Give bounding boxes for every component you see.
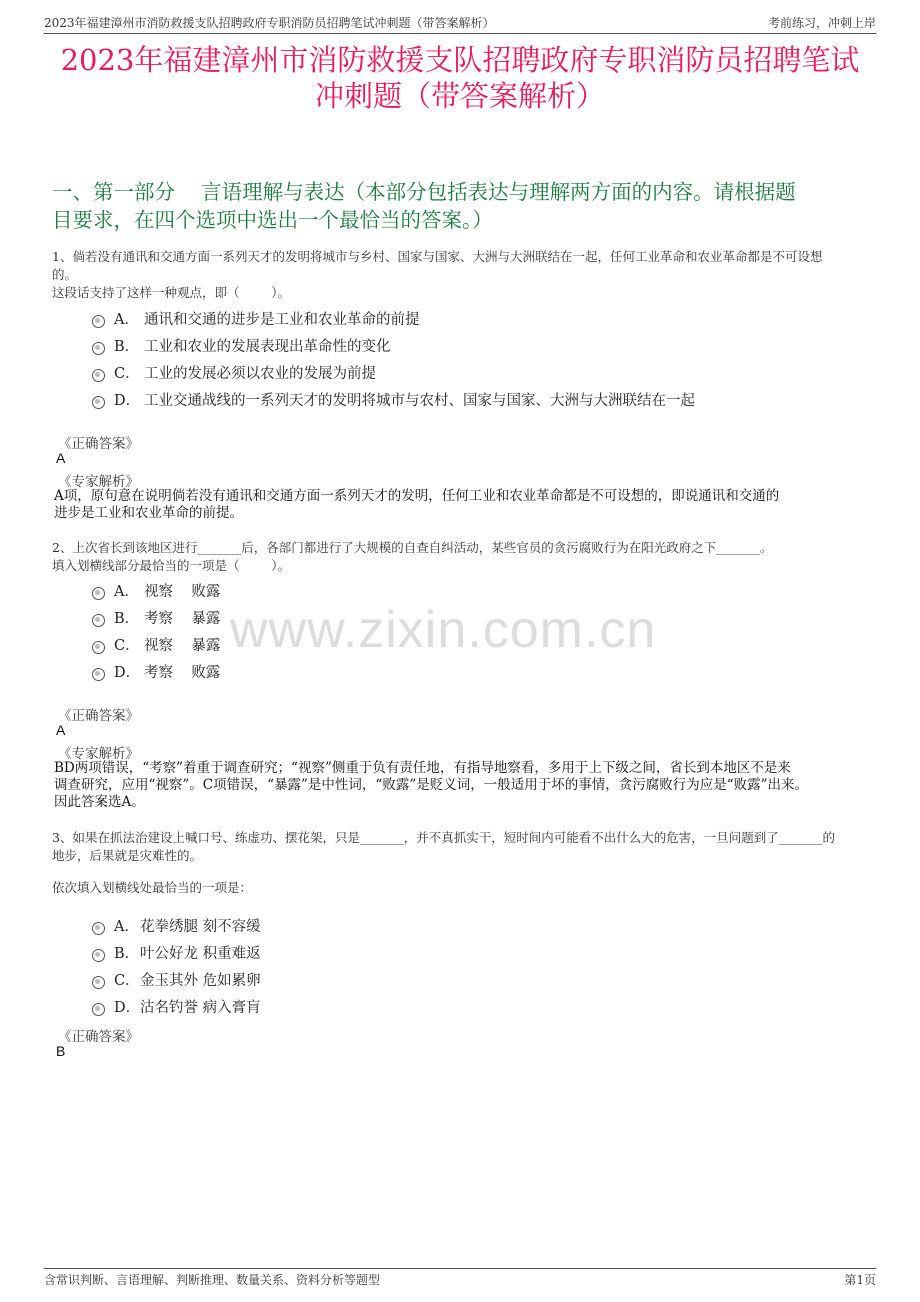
question-1-option-a[interactable] — [92, 307, 420, 329]
section-line-2: 目要求，在四个选项中选出一个最恰当的答案。） — [52, 208, 493, 232]
question-2-text — [52, 539, 870, 575]
question-2-analysis — [54, 760, 864, 811]
header-slogan: 考前练习，冲刺上岸 — [767, 16, 876, 30]
question-1-line-3: 这段话支持了这样一种观点，即（ ）。 — [52, 285, 291, 300]
question-2-answer-label: 《正确答案》 — [58, 708, 139, 724]
option-letter: D． — [114, 664, 141, 681]
question-3-line-3: 依次填入划横线处最恰当的一项是： — [52, 880, 253, 895]
option-letter: A． — [114, 918, 139, 935]
question-2-option-a[interactable] — [92, 579, 220, 601]
question-2-analysis-line-2: 调查研究，应用“视察”。C项错误，“暴露”是中性词，“败露”是贬义词，一般适用于坏的事情，贪污腐败行为应是“败露”出来。 — [54, 777, 809, 793]
question-1-line-2: 的。 — [52, 267, 78, 282]
question-1-analysis-line-1: A项，原句意在说明倘若没有通讯和交通方面一系列天才的发明，任何工业和农业革命都是不可设想的，即说通讯和交通的 — [54, 488, 780, 504]
question-3-option-d[interactable] — [92, 995, 261, 1017]
question-2-option-c[interactable] — [92, 633, 220, 655]
option-letter: D． — [114, 999, 141, 1016]
page-title — [44, 42, 876, 114]
radio-icon[interactable] — [92, 396, 105, 409]
question-1-analysis-label: 《专家解析》 — [58, 474, 139, 490]
question-2-option-b[interactable] — [92, 606, 220, 628]
radio-icon[interactable] — [92, 342, 105, 355]
radio-icon[interactable] — [92, 1003, 105, 1016]
question-3-answer: B — [56, 1043, 66, 1059]
radio-icon[interactable] — [92, 614, 105, 627]
option-text: 视察 暴露 — [144, 637, 221, 654]
option-letter: C． — [114, 972, 140, 989]
section-heading — [52, 178, 864, 234]
footer-note: 含常识判断、言语理解、判断推理、数量关系、资料分析等题型 — [44, 1273, 381, 1287]
footer-rule — [44, 1268, 876, 1269]
question-2-option-d[interactable] — [92, 660, 220, 682]
question-2-answer: A — [56, 722, 66, 738]
radio-icon[interactable] — [92, 587, 105, 600]
option-text: 通讯和交通的进步是工业和农业革命的前提 — [144, 311, 420, 328]
option-letter: C． — [114, 637, 140, 654]
question-1-analysis — [54, 488, 864, 522]
question-1-option-b[interactable] — [92, 334, 391, 356]
question-1-option-d[interactable] — [92, 388, 695, 410]
section-line-1: 一、第一部分 言语理解与表达（本部分包括表达与理解两方面的内容。请根据题 — [52, 180, 796, 204]
question-3-line-1: 3、如果在抓法治建设上喊口号、练虚功、摆花架，只是_______，并不真抓实干，短时间内可能看不出什么大的危害，一旦问题到了_______的 — [52, 830, 835, 845]
radio-icon[interactable] — [92, 976, 105, 989]
option-text: 考察 败露 — [144, 664, 221, 681]
option-letter: C． — [114, 365, 140, 382]
watermark: www.zixin.com.cn — [230, 601, 657, 659]
option-letter: D． — [114, 392, 141, 409]
radio-icon[interactable] — [92, 315, 105, 328]
option-text: 工业和农业的发展表现出革命性的变化 — [144, 338, 391, 355]
question-1-line-1: 1、倘若没有通讯和交通方面一系列天才的发明将城市与乡村、国家与国家、大洲与大洲联结在一起，任何工业革命和农业革命都是不可设想 — [52, 249, 823, 264]
question-1-option-c[interactable] — [92, 361, 376, 383]
option-letter: B． — [114, 610, 140, 627]
header-doc-title: 2023年福建漳州市消防救援支队招聘政府专职消防员招聘笔试冲刺题（带答案解析） — [44, 16, 495, 30]
option-text: 花拳绣腿 刻不容缓 — [140, 918, 261, 935]
title-line-1: 2023年福建漳州市消防救援支队招聘政府专职消防员招聘笔试 — [60, 43, 860, 77]
question-2-line-1: 2、上次省长到该地区进行_______后，各部门都进行了大规模的自查自纠活动，某些官员的贪污腐败行为在阳光政府之下_______。 — [52, 540, 773, 555]
option-text: 金玉其外 危如累卵 — [140, 972, 261, 989]
option-text: 工业的发展必须以农业的发展为前提 — [144, 365, 376, 382]
radio-icon[interactable] — [92, 668, 105, 681]
question-1-analysis-line-2: 进步是工业和农业革命的前提。 — [54, 505, 243, 521]
page-footer — [44, 1262, 876, 1292]
option-text: 考察 暴露 — [144, 610, 221, 627]
question-3-line-2: 地步，后果就是灾难性的。 — [52, 848, 203, 863]
question-2-line-2: 填入划横线部分最恰当的一项是（ ）。 — [52, 558, 291, 573]
question-2-analysis-line-1: BD两项错误，“考察”着重于调查研究；“视察”侧重于负有责任地，有指导地察看，多用于上下级之间，省长到本地区不是来 — [54, 760, 791, 776]
option-text: 叶公好龙 积重难返 — [140, 945, 261, 962]
option-text: 视察 败露 — [144, 583, 221, 600]
option-letter: B． — [114, 945, 140, 962]
question-3-text — [52, 829, 870, 897]
option-letter: A． — [114, 311, 139, 328]
question-1-text — [52, 248, 870, 302]
radio-icon[interactable] — [92, 922, 105, 935]
question-3-answer-label: 《正确答案》 — [58, 1029, 139, 1045]
option-letter: A． — [114, 583, 139, 600]
question-2-analysis-line-3: 因此答案选A。 — [54, 794, 145, 810]
question-1-answer-label: 《正确答案》 — [58, 436, 139, 452]
question-3-option-a[interactable] — [92, 914, 261, 936]
radio-icon[interactable] — [92, 369, 105, 382]
page-number: 第1页 — [844, 1273, 876, 1287]
radio-icon[interactable] — [92, 949, 105, 962]
option-letter: B． — [114, 338, 140, 355]
option-text: 沽名钓誉 病入膏肓 — [140, 999, 261, 1016]
question-3-option-b[interactable] — [92, 941, 261, 963]
radio-icon[interactable] — [92, 641, 105, 654]
question-3-option-c[interactable] — [92, 968, 261, 990]
title-line-2: 冲刺题（带答案解析） — [314, 79, 605, 113]
page-header — [44, 12, 876, 34]
question-1-answer: A — [56, 450, 66, 466]
header-rule — [44, 33, 876, 34]
question-2-analysis-label: 《专家解析》 — [58, 746, 139, 762]
option-text: 工业交通战线的一系列天才的发明将城市与农村、国家与国家、大洲与大洲联结在一起 — [144, 392, 695, 409]
